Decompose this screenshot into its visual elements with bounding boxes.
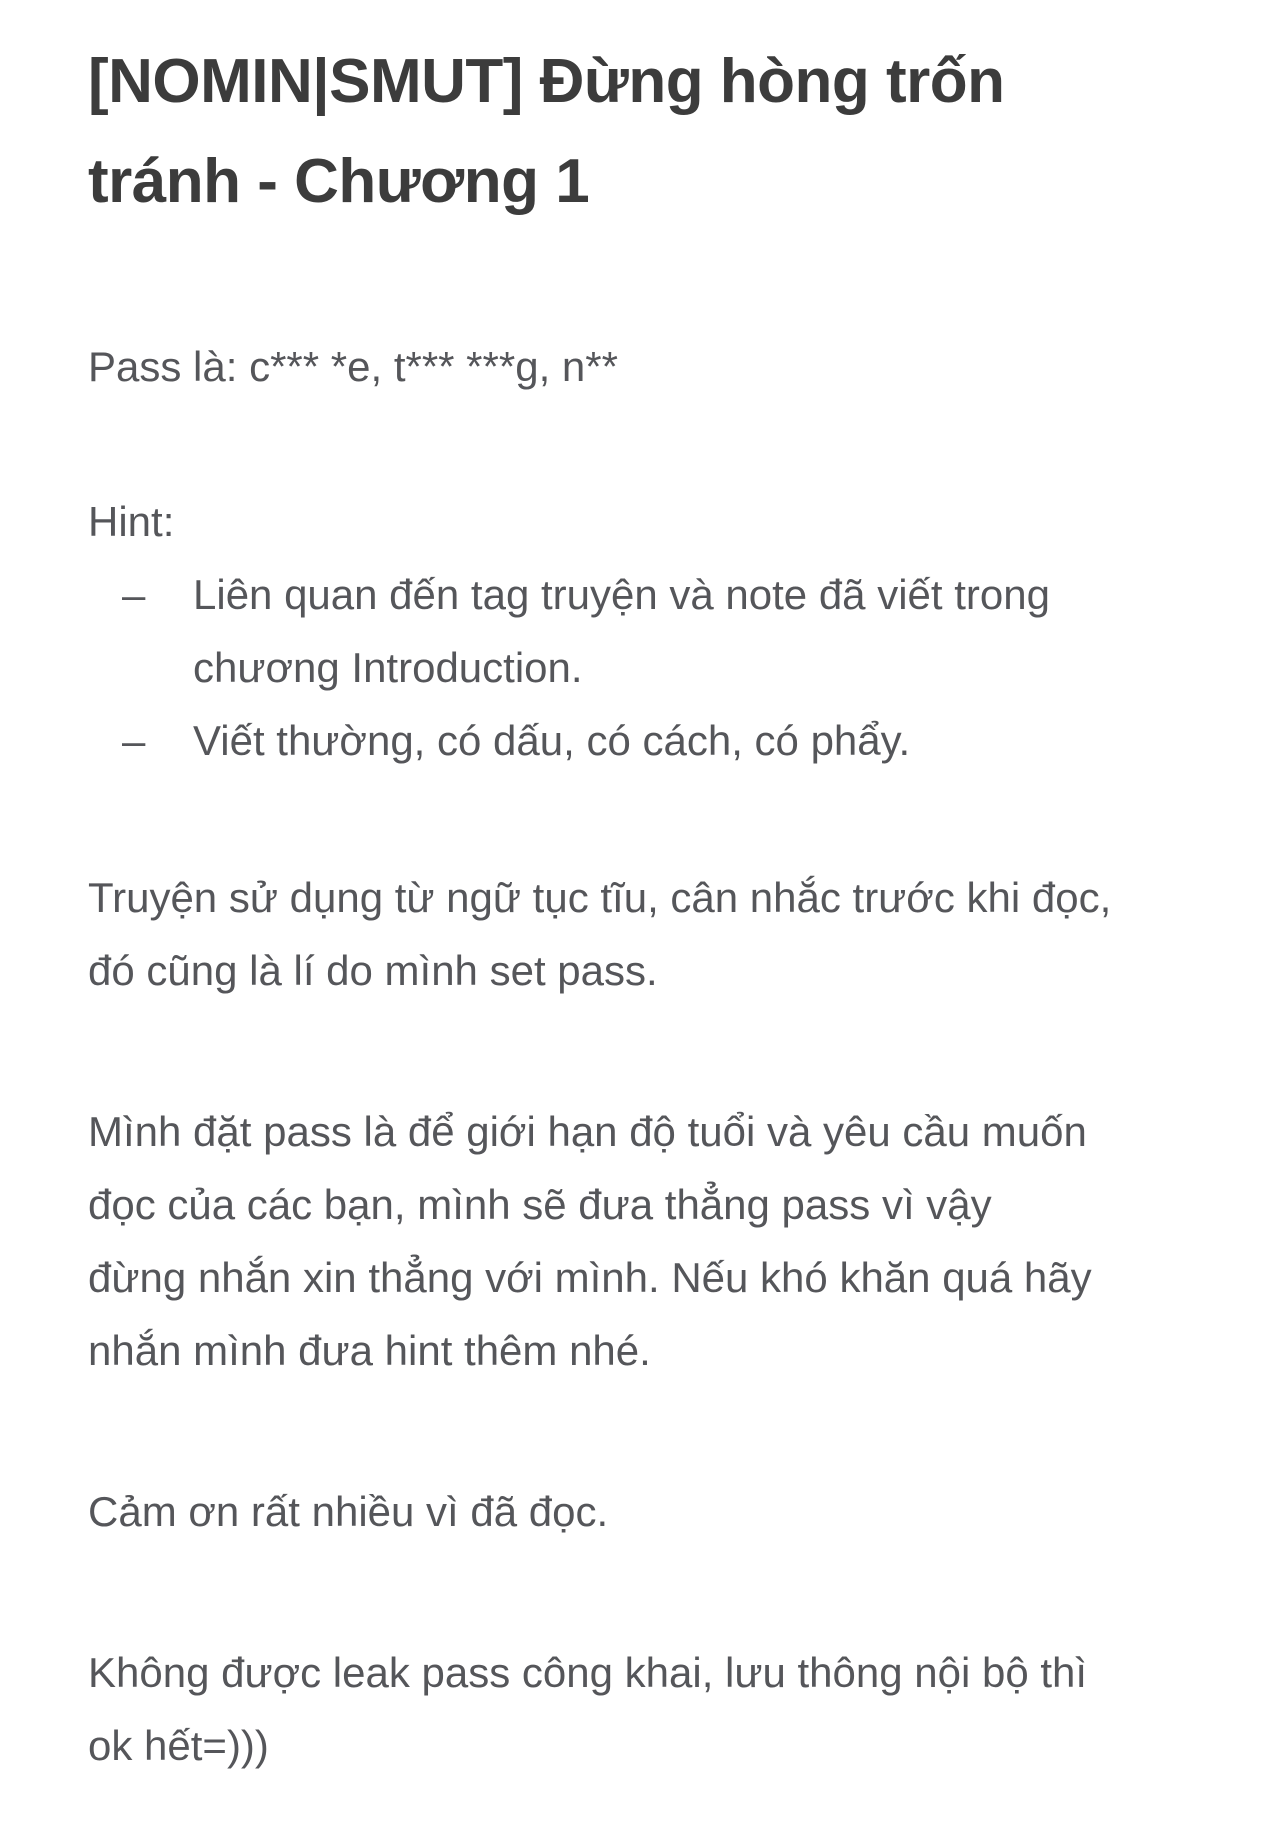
text-line: Cảm ơn rất nhiều vì đã đọc. xyxy=(88,1488,609,1535)
hint-block xyxy=(88,485,1214,777)
paragraph-no-leak xyxy=(88,1636,1214,1782)
text-line: ok hết=))) xyxy=(88,1722,269,1769)
paragraph-pass-policy xyxy=(88,1095,1214,1387)
hint-text-line: Viết thường, có dấu, có cách, có phẩy. xyxy=(193,717,911,764)
bullet-dash-icon: – xyxy=(122,717,146,764)
paragraph-content-warning xyxy=(88,861,1214,1007)
text-line: nhắn mình đưa hint thêm nhé. xyxy=(88,1327,651,1374)
text-line: Không được leak pass công khai, lưu thông nội bộ thì xyxy=(88,1649,1088,1696)
post-title xyxy=(88,32,1214,232)
text-line: đọc của các bạn, mình sẽ đưa thẳng pass vì vậy xyxy=(88,1181,992,1228)
hint-text-line: chương Introduction. xyxy=(193,644,583,691)
hint-text-line: Liên quan đến tag truyện và note đã viết trong xyxy=(193,571,1050,618)
text-line: đừng nhắn xin thẳng với mình. Nếu khó khăn quá hãy xyxy=(88,1254,1092,1301)
hint-item xyxy=(88,704,1214,777)
post-title-line: tránh - Chương 1 xyxy=(88,147,590,216)
text-line: Mình đặt pass là để giới hạn độ tuổi và yêu cầu muốn xyxy=(88,1108,1087,1155)
hint-item xyxy=(88,558,1214,704)
hint-label: Hint: xyxy=(88,498,175,545)
bullet-dash-icon: – xyxy=(122,571,146,618)
pass-line: Pass là: c*** *e, t*** ***g, n** xyxy=(88,343,618,390)
paragraph-thanks xyxy=(88,1475,1214,1548)
text-line: đó cũng là lí do mình set pass. xyxy=(88,947,658,994)
hint-list xyxy=(88,558,1214,777)
post-title-line: [NOMIN|SMUT] Đừng hòng trốn xyxy=(88,47,1005,116)
text-line: Truyện sử dụng từ ngữ tục tĩu, cân nhắc trước khi đọc, xyxy=(88,874,1112,921)
